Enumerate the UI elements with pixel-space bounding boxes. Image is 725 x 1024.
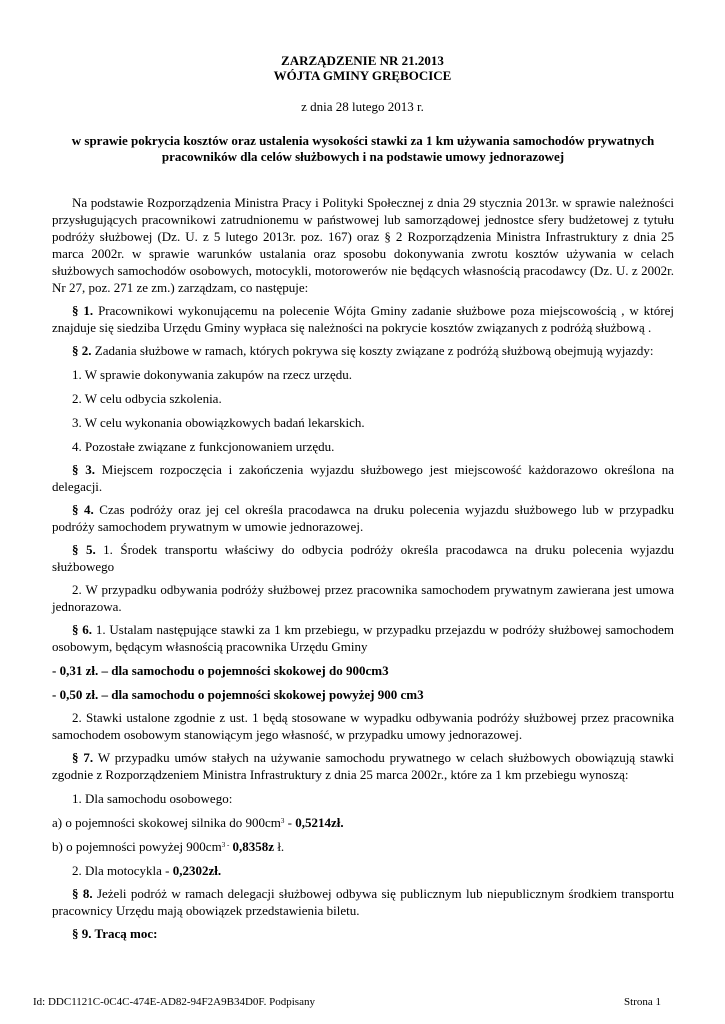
section-7 xyxy=(52,749,674,783)
list-item: 4. Pozostałe związane z funkcjonowaniem urzędu. xyxy=(72,439,335,454)
section-number: § 5. xyxy=(72,542,96,557)
section-text: 1. Ustalam następujące stawki za 1 km przebiegu, w przypadku przejazdu w podróży służbowej samochodem osobowym, będącym własnością pracownika Urzędu Gminy xyxy=(52,622,675,654)
rate-value: 0,2302zł. xyxy=(172,863,222,878)
list-item: 2. W celu odbycia szkolenia. xyxy=(72,391,222,406)
rate-item-b: b) o pojemności powyżej $900cm^{3 -}$ 0,8358z ł. xyxy=(52,839,285,854)
section-6 xyxy=(52,621,674,655)
document-issuer: WÓJTA GMINY GRĘBOCICE xyxy=(273,68,452,83)
section-1 xyxy=(52,302,674,336)
section-4 xyxy=(52,501,674,535)
list-item: 1. W sprawie dokonywania zakupów na rzecz urzędu. xyxy=(72,367,352,382)
section-number: § 2. xyxy=(72,343,92,358)
document-subject: w sprawie pokrycia kosztów oraz ustalenia wysokości stawki za 1 km używania samochodów prywatnych pracowników dla celów służbowych i na podstawie umowy jednorazowej xyxy=(71,133,655,164)
section-number: § 6. xyxy=(72,622,93,637)
section-text: Miejscem rozpoczęcia i zakończenia wyjazdu służbowego jest miejscowość każdorazowo określona na delegacji. xyxy=(52,462,674,494)
section-3 xyxy=(52,461,674,495)
section-text: Czas podróży oraz jej cel określa pracodawca na druku polecenia wyjazdu służbowego lub w przypadku podróży samochodem prywatnym w umowie jednorazowej. xyxy=(52,502,675,534)
section-text: Pracownikowi wykonującemu na polecenie Wójta Gminy zadanie służbowe poza miejscowością , w której znajduje się siedziba Urzędu Gminy wypłaca się należności na pokrycie kosztów związanych z podróżą służbową . xyxy=(52,303,674,335)
section-2 xyxy=(52,342,674,359)
section-6-point-2: 2. Stawki ustalone zgodnie z ust. 1 będą stosowane w wypadku odbywania podróży służbowej przez pracownika samochodem osobowym stanowiącym jego własność, w przypadku umowy jednorazowej. xyxy=(52,710,674,742)
section-number: § 4. xyxy=(72,502,94,517)
list-item: 2. Dla motocykla - 0,2302zł. xyxy=(72,863,222,878)
rate-value: 0,8358z xyxy=(229,839,275,854)
section-text: 1. Środek transportu właściwy do odbycia podróży określa pracodawca na druku polecenia wyjazdu służbowego xyxy=(52,542,674,574)
rate-line: - 0,50 zł. – dla samochodu o pojemności skokowej powyżej 900 cm3 xyxy=(52,687,424,702)
preamble: Na podstawie Rozporządzenia Ministra Pracy i Polityki Społecznej z dnia 29 stycznia 2013r. w sprawie należności przysługujących pracownikowi zatrudnionemu w państwowej lub samorządowej jednostce sfery budżetowej z tytułu podróży służbowej (Dz. U. z 5 lutego 2013r. poz. 167) oraz § 2 Rozporządzenia Ministra Infrastruktury z dnia 25 marca 2002r. w sprawie warunków ustalania oraz sposobu dokonywania zwrotu kosztów używania w celach służbowych samochodów osobowych, motocykli, motorowerów nie będących własnością pracodawcy (Dz. U. z 2002r. Nr 27, poz. 271 ze zm.) zarządzam, co następuje: xyxy=(52,195,674,295)
section-5-point-2: 2. W przypadku odbywania podróży służbowej przez pracownika samochodem prywatnym zawierana jest umowa jednorazowa. xyxy=(52,582,674,614)
section-text: Zadania służbowe w ramach, których pokrywa się koszty związane z podróżą służbową obejmują wyjazdy: xyxy=(91,343,654,358)
section-number: § 1. xyxy=(72,303,94,318)
section-number: § 3. xyxy=(72,462,96,477)
rate-value: 0,5214zł. xyxy=(295,815,344,830)
section-text: Jeżeli podróż w ramach delegacji służbowej odbywa się publicznym lub niepublicznym środkiem transportu pracownicy Urzędu mają obowiązek przedstawienia biletu. xyxy=(52,886,675,918)
section-5 xyxy=(52,541,674,575)
section-text: W przypadku umów stałych na używanie samochodu prywatnego w celach służbowych obowiązują stawki zgodnie z Rozporządzeniem Ministra Infrastruktury z dnia 25 marca 2002r., które za 1 km przebiegu wynoszą: xyxy=(52,750,675,782)
rate-item-a: a) o pojemności skokowej silnika do $900cm^3$ - 0,5214zł. xyxy=(52,815,344,830)
document-body xyxy=(52,194,674,942)
rate-line: - 0,31 zł. – dla samochodu o pojemności skokowej do 900cm3 xyxy=(52,663,389,678)
section-8 xyxy=(52,885,674,919)
list-item: 3. W celu wykonania obowiązkowych badań lekarskich. xyxy=(72,415,365,430)
list-item: 1. Dla samochodu osobowego: xyxy=(72,791,233,806)
section-number: § 8. xyxy=(72,886,93,901)
footer-document-id: Id: DDC1121C-0C4C-474E-AD82-94F2A9B34D0F. Podpisany xyxy=(33,996,315,1008)
document-date: z dnia 28 lutego 2013 r. xyxy=(301,99,424,114)
section-number: § 7. xyxy=(72,750,94,765)
footer-page-number: Strona 1 xyxy=(624,996,661,1008)
document-title: ZARZĄDZENIE NR 21.2013 xyxy=(281,53,444,68)
section-9: § 9. Tracą moc: xyxy=(72,926,158,941)
